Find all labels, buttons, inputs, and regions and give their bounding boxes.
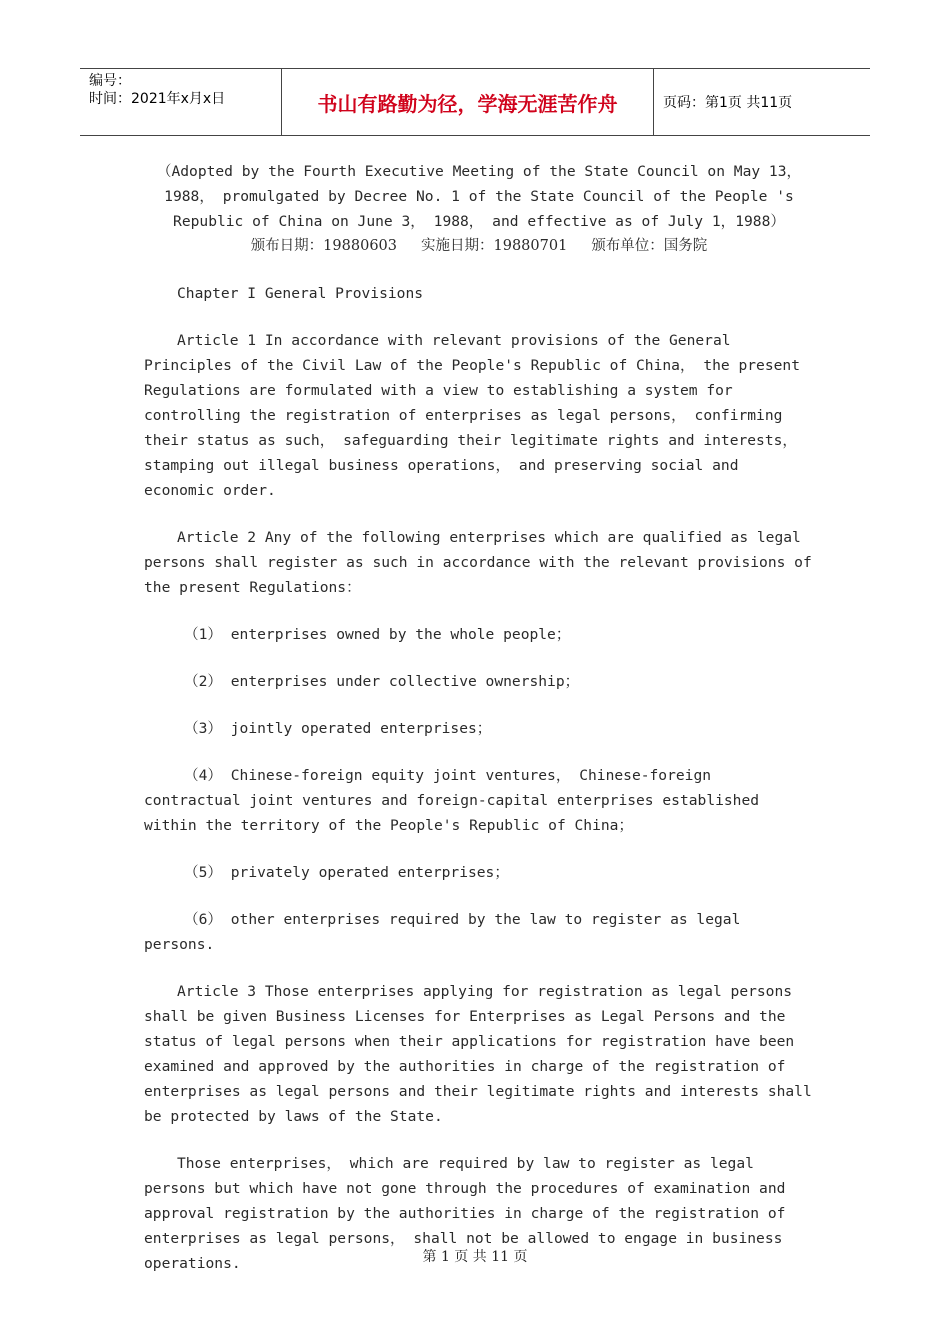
footer-page-number: 第 1 页 共 11 页 <box>422 1249 528 1265</box>
article-2: Article 2 Any of the following enterprises which are qualified as legal persons shall register as such in accordance with the relevant provisions of the present Regulations： <box>144 529 821 596</box>
list-item: （6） other enterprises required by the law to register as legal persons. <box>144 911 750 953</box>
promulgation-meta <box>144 234 814 259</box>
date-label: 时间：2021年x月x日 <box>89 91 226 107</box>
issuer: 颁布单位：国务院 <box>591 238 708 254</box>
list-item: （1） enterprises owned by the whole people； <box>184 626 571 643</box>
promulgation-date: 颁布日期：19880603 <box>250 238 397 254</box>
page-footer <box>0 1246 950 1266</box>
article-1: Article 1 In accordance with relevant provisions of the General Principles of the Civil Law of the People's Republic of China， the present Regulations are formulated with a view to establishing a system for controlling the registration of enterprises as legal persons， confirming their status as such， safeguarding their legitimate rights and interests， stamping out illegal business operations， and preserving social and economic order. <box>144 332 809 499</box>
chapter-title: Chapter I General Provisions <box>177 285 424 302</box>
header-motto-cell <box>281 69 654 135</box>
list-item: （3） jointly operated enterprises； <box>184 720 492 737</box>
header-page-cell <box>654 69 870 135</box>
adoption-line-3: Republic of China on June 3， 1988， and effective as of July 1，1988） <box>173 213 785 230</box>
list-item: （5） privately operated enterprises； <box>184 864 509 881</box>
adoption-note <box>144 159 814 234</box>
adoption-line-2: 1988， promulgated by Decree No. 1 of the State Council of the People 's <box>164 188 794 205</box>
number-label: 编号： <box>89 73 131 89</box>
header-info-cell <box>80 69 281 135</box>
list-item: （2） enterprises under collective ownership； <box>184 673 580 690</box>
page-header <box>80 68 870 136</box>
document-body <box>144 159 821 1276</box>
motto-text: 书山有路勤为径，学海无涯苦作舟 <box>317 91 618 116</box>
adoption-line-1: （Adopted by the Fourth Executive Meeting of the State Council on May 13， <box>156 163 802 180</box>
article-3-paragraph-2: Those enterprises， which are required by law to register as legal persons but which have not gone through the procedures of examination and approval registration by the authorities in charge of the registration of enterprises as legal persons， shall not be allowed to engage in business operations. <box>144 1155 795 1272</box>
list-item: （4） Chinese-foreign equity joint ventures， Chinese-foreign contractual joint ventures and foreign-capital enterprises established within the territory of the People's Republic of China； <box>144 767 768 834</box>
header-page-label: 页码：第1页 共11页 <box>663 95 793 111</box>
effective-date: 实施日期：19880701 <box>421 238 568 254</box>
article-3: Article 3 Those enterprises applying for registration as legal persons shall be given Business Licenses for Enterprises as Legal Persons and the status of legal persons when their applications for registration have been examined and approved by the authorities in charge of the registration of enterprises as legal persons and their legitimate rights and interests shall be protected by laws of the State. <box>144 983 821 1125</box>
